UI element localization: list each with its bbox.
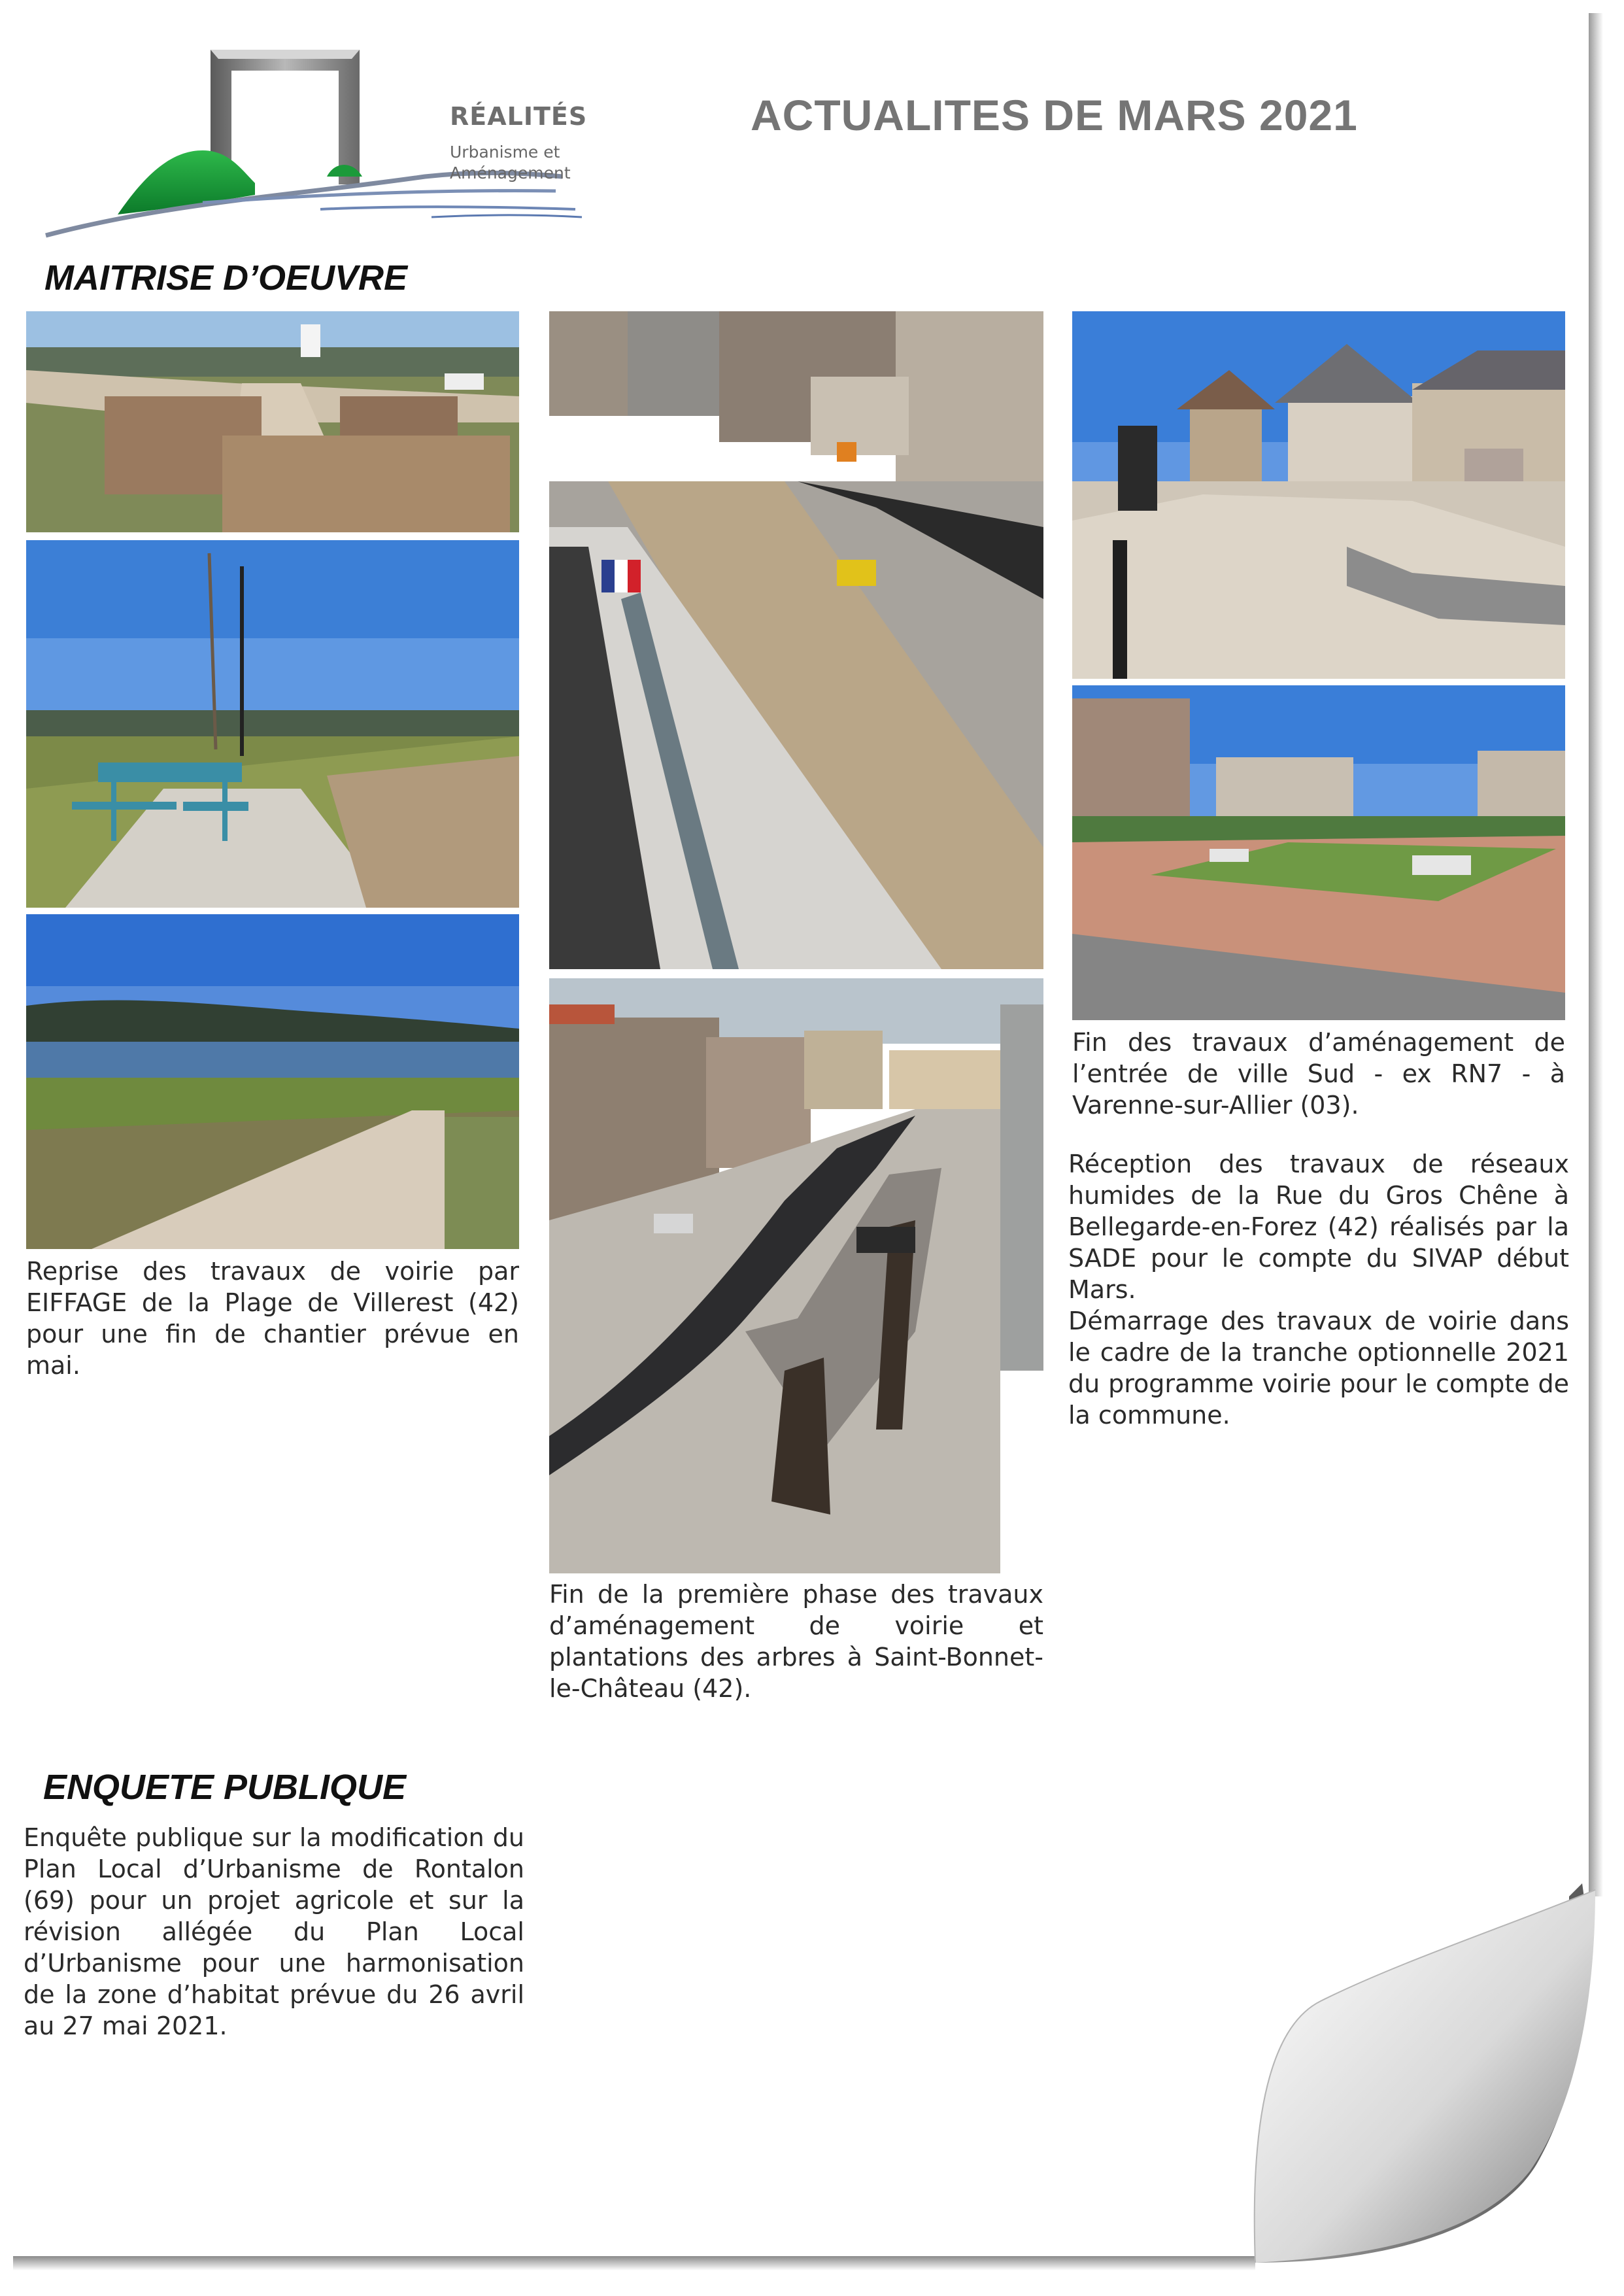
caption-saint-bonnet	[549, 1579, 1043, 1704]
logo-subtitle-line1: Urbanisme et	[450, 143, 560, 162]
photo-varenne-entrance	[1072, 311, 1565, 679]
caption-bellegarde-paragraph-2: Démarrage des travaux de voirie dans le cadre de la tranche optionnelle 2021 du programme voirie pour le compte de la commune.	[1068, 1307, 1569, 1430]
caption-villerest	[26, 1256, 519, 1381]
page-shadow-right	[1589, 13, 1603, 1896]
photo-saint-bonnet-street	[549, 978, 1043, 1573]
caption-bellegarde	[1068, 1148, 1569, 1431]
enquete-publique-text-block	[24, 1822, 524, 2042]
caption-varenne	[1072, 1027, 1565, 1121]
photo-villerest-walls	[26, 311, 519, 532]
caption-varenne-text: Fin des travaux d’aménagement de l’entrée de ville Sud - ex RN7 - à Varenne-sur-Allier (03).	[1072, 1028, 1565, 1120]
logo-title: RÉALITÉS	[450, 102, 588, 131]
caption-villerest-text: Reprise des travaux de voirie par EIFFAGE de la Plage de Villerest (42) pour une fin de chantier prévue en mai.	[26, 1257, 519, 1380]
caption-bellegarde-paragraph-1: Réception des travaux de réseaux humides de la Rue du Gros Chêne à Bellegarde-en-Forez (42) réalisés par la SADE pour le compte du SIVAP début Mars.	[1068, 1150, 1569, 1304]
section-title-maitrise: MAITRISE D’OEUVRE	[44, 258, 408, 298]
photo-varenne-square	[1072, 685, 1565, 1020]
logo-subtitle-line2: Aménagement	[450, 163, 571, 182]
photo-villerest-picnic	[26, 540, 519, 908]
page-curl-graphic	[1229, 1870, 1624, 2293]
photo-villerest-lake-path	[26, 914, 519, 1249]
page-shadow-bottom	[13, 2256, 1255, 2270]
page-title: ACTUALITES DE MARS 2021	[751, 91, 1358, 139]
caption-saint-bonnet-text: Fin de la première phase des travaux d’aménagement de voirie et plantations des arbres à Saint-Bonnet-le-Château (42).	[549, 1580, 1043, 1703]
realites-logo	[39, 46, 601, 242]
photo-saint-bonnet-works	[549, 311, 1043, 969]
section-title-enquete: ENQUETE PUBLIQUE	[43, 1768, 407, 1807]
enquete-publique-text: Enquête publique sur la modification du Plan Local d’Urbanisme de Rontalon (69) pour un projet agricole et sur la révision allégée du Plan Local d’Urbanisme pour une harmonisation de la zone d’habitat prévue du 26 avril au 27 mai 2021.	[24, 1823, 524, 2040]
